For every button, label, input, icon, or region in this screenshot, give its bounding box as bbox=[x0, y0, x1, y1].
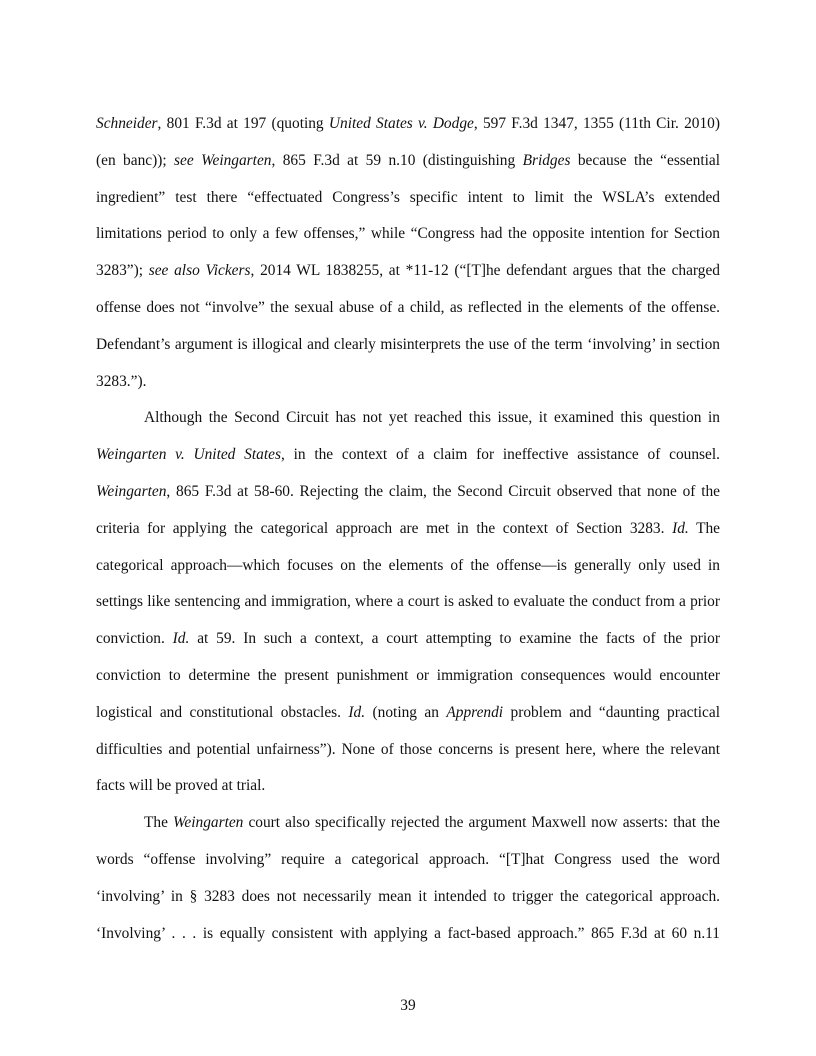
italic-citation-text: Weingarten v. United States bbox=[96, 446, 281, 464]
italic-citation-text: Id. bbox=[672, 519, 689, 537]
paragraph-text: , 2014 WL 1838255, at *11-12 (“[T]he defendant argues that the charged offense does not “involve” the sexual abuse of a child, as reflected in the elements of the offense. Defendant’s argument is illogical and clearly misinterprets the use of the term ‘involving’ in section 3283.”). bbox=[96, 262, 720, 390]
italic-citation-text: Bridges bbox=[522, 151, 571, 169]
paragraph-text: , 801 F.3d at 197 (quoting bbox=[157, 115, 329, 132]
paragraph-text: , 865 F.3d at 58-60. Rejecting the claim, the Second Circuit observed that none of the criteria for applying the categorical approach are met in the context of Section 3283. bbox=[96, 482, 720, 537]
italic-citation-text: United States v. Dodge bbox=[328, 115, 474, 132]
italic-citation-text: Weingarten bbox=[172, 814, 244, 832]
italic-citation-text: Apprendi bbox=[446, 703, 504, 721]
paragraph-text: (noting an bbox=[365, 703, 447, 721]
paragraph-text: The categorical approach—which focuses on the elements of the offense—is generally only used in settings like sentencing and immigration, where a court is asked to evaluate the conduct from a prior conviction. bbox=[96, 519, 721, 648]
paragraph-text: , 865 F.3d at 59 n.10 (distinguishing bbox=[271, 151, 523, 169]
italic-citation-text: see also Vickers bbox=[148, 262, 251, 280]
italic-citation-text: Weingarten bbox=[96, 482, 167, 500]
paragraph-text: problem and “daunting practical difficulties and potential unfairness”). None of those concerns is present here, where the relevant facts will be proved at trial. bbox=[96, 703, 720, 795]
italic-citation-text: Id. bbox=[172, 630, 190, 648]
paragraph-1 bbox=[96, 106, 720, 400]
paragraph-3 bbox=[96, 805, 720, 952]
body-text bbox=[96, 106, 720, 952]
italic-citation-text: Schneider bbox=[96, 115, 158, 132]
paragraph-text: The bbox=[144, 814, 173, 832]
paragraph-text: at 59. In such a context, a court attempting to examine the facts of the prior conviction to determine the present punishment or immigration consequences would encounter logistical and constitutional obstacles. bbox=[96, 630, 720, 721]
paragraph-text: court also specifically rejected the argument Maxwell now asserts: that the words “offense involving” require a categorical approach. “[T]hat Congress used the word ‘involving’ in § 3283 does not necessarily mean it intended to trigger the categorical approach. ‘Involving’ . . . is equally consistent with applying a fact-based approach.” 865 F.3d at 60 n.11 bbox=[96, 814, 720, 942]
paragraph-text: Although the Second Circuit has not yet reached this issue, it examined this question in bbox=[144, 409, 720, 427]
italic-citation-text: see Weingarten bbox=[174, 151, 272, 169]
page-number: 39 bbox=[400, 997, 416, 1014]
paragraph-2 bbox=[96, 400, 720, 805]
paragraph-text: because the “essential ingredient” test there “effectuated Congress’s specific intent to limit the WSLA’s extended limitations period to only a few offenses,” while “Congress had the opposite intention for Section 3283”); bbox=[96, 151, 720, 280]
paragraph-text: , in the context of a claim for ineffective assistance of counsel. bbox=[280, 446, 720, 464]
italic-citation-text: Id. bbox=[348, 703, 366, 721]
paragraph-text: , 597 F.3d 1347, 1355 (11th Cir. 2010) (en banc)); bbox=[96, 115, 720, 169]
